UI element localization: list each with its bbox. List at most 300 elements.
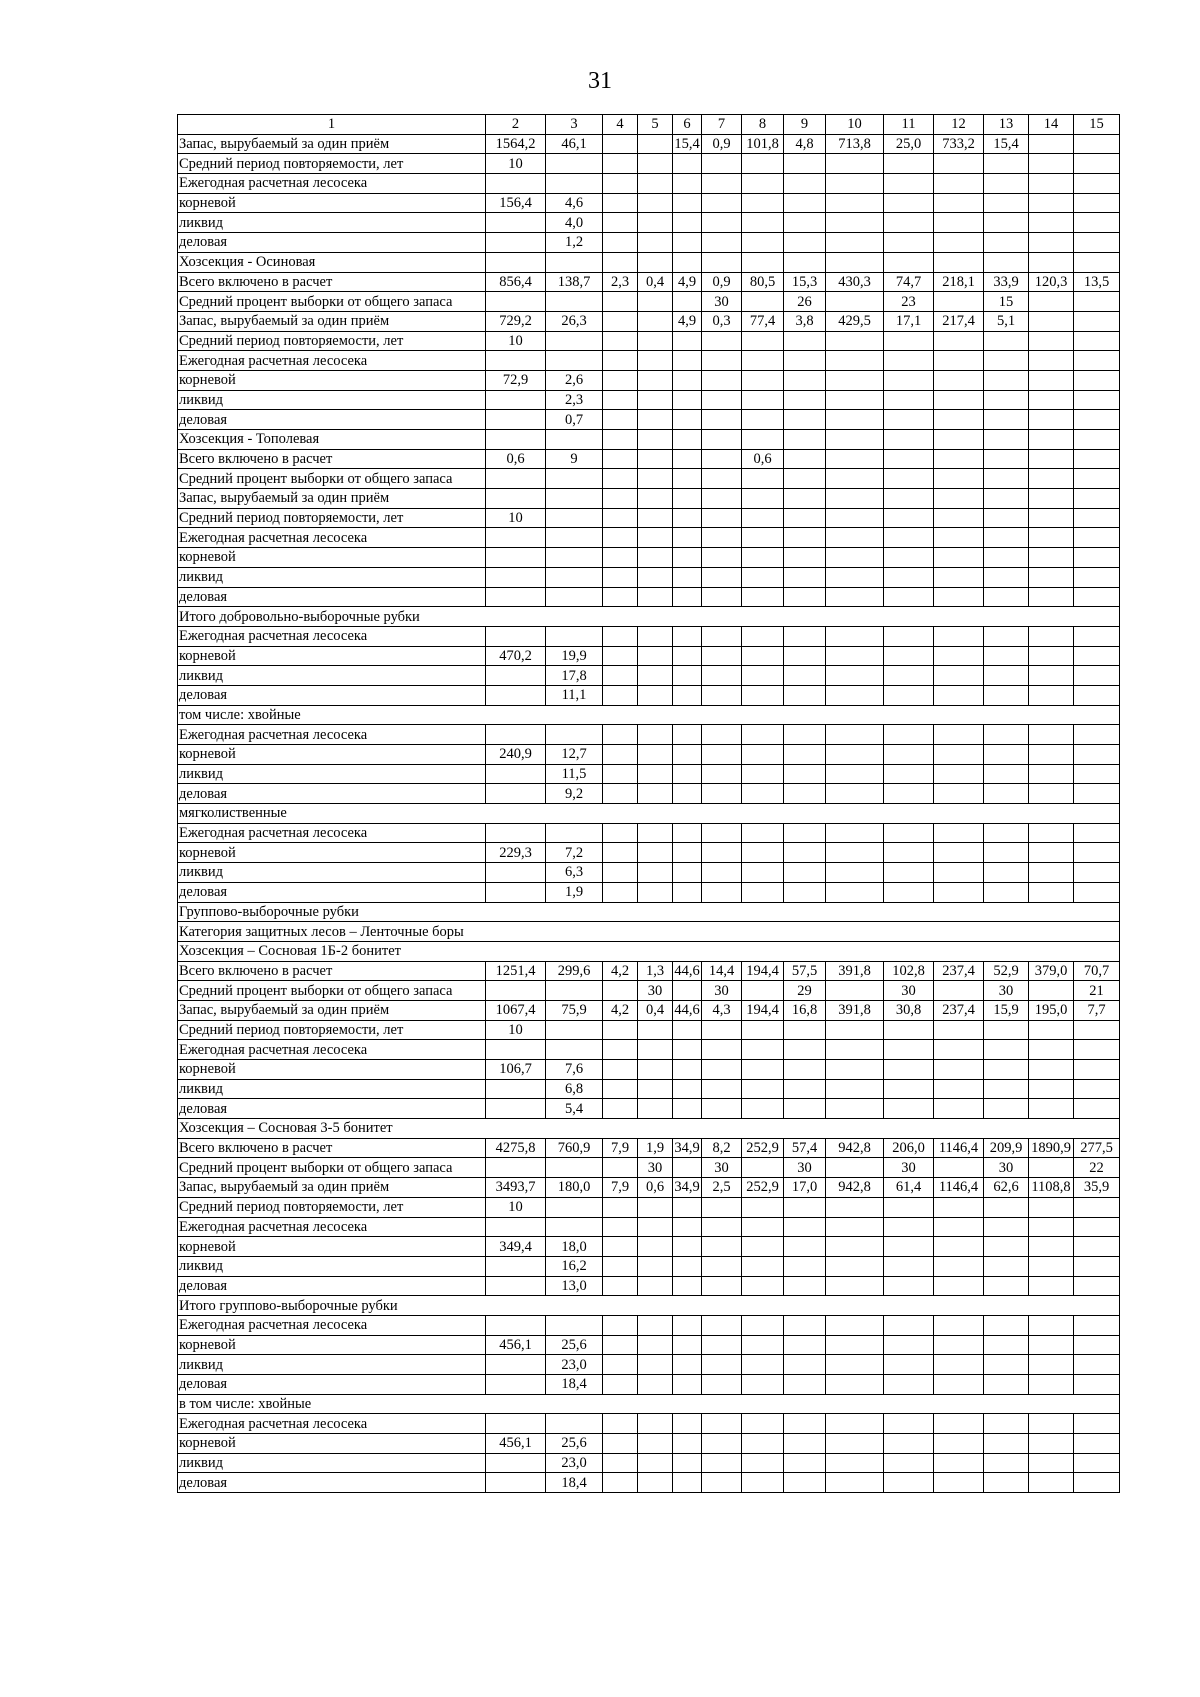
table-cell [1074,213,1120,233]
table-cell [603,134,638,154]
table-cell [1074,863,1120,883]
table-cell: 733,2 [934,134,984,154]
table-cell [1074,548,1120,568]
table-cell [934,213,984,233]
table-cell [742,252,784,272]
table-cell [1029,1099,1074,1119]
table-cell: 0,6 [742,449,784,469]
table-cell [603,174,638,194]
column-header: 5 [638,115,673,135]
table-cell [546,528,603,548]
table-cell [638,233,673,253]
table-cell [603,1197,638,1217]
table-cell [1029,1434,1074,1454]
table-cell [638,508,673,528]
table-cell [884,1335,934,1355]
table-row [178,508,1120,528]
row-label: ликвид [178,666,486,686]
table-row [178,134,1120,154]
table-cell [934,1020,984,1040]
table-cell: 29 [784,981,826,1001]
table-row [178,843,1120,863]
row-label: корневой [178,1060,486,1080]
table-cell [784,410,826,430]
table-cell [486,1315,546,1335]
table-cell [546,351,603,371]
table-cell [1074,430,1120,450]
table-cell [673,1355,702,1375]
table-cell [984,626,1029,646]
table-cell [884,1197,934,1217]
table-cell [638,1237,673,1257]
table-cell [934,1237,984,1257]
table-cell [1029,1453,1074,1473]
section-label: мягколиственные [178,804,1120,824]
table-row [178,1453,1120,1473]
table-row [178,193,1120,213]
table-cell [673,1276,702,1296]
table-cell [702,252,742,272]
table-cell [702,370,742,390]
table-cell [934,1079,984,1099]
column-header: 10 [826,115,884,135]
table-cell [546,1315,603,1335]
table-cell [984,469,1029,489]
table-row [178,311,1120,331]
table-cell [702,567,742,587]
table-cell: 1251,4 [486,961,546,981]
table-cell [984,233,1029,253]
table-cell [486,725,546,745]
table-cell: 44,6 [674,1002,700,1019]
table-cell: 229,3 [486,843,546,863]
table-cell [884,430,934,450]
table-cell [984,252,1029,272]
table-cell: 77,4 [742,311,784,331]
table-cell [784,233,826,253]
table-cell [638,685,673,705]
table-cell [546,1197,603,1217]
table-cell [638,1453,673,1473]
table-cell [638,174,673,194]
table-cell [984,154,1029,174]
table-cell [486,823,546,843]
table-cell [826,725,884,745]
section-label: Итого группово-выборочные рубки [178,1296,1120,1316]
column-header: 9 [784,115,826,135]
table-row [178,213,1120,233]
table-cell [702,508,742,528]
table-cell [673,567,702,587]
column-header: 3 [546,115,603,135]
row-label: Ежегодная расчетная лесосека [178,528,486,548]
table-cell: 46,1 [546,134,603,154]
table-cell [702,331,742,351]
table-cell [1074,1375,1120,1395]
row-label: деловая [178,1473,486,1493]
table-cell [486,351,546,371]
table-cell [1074,1473,1120,1493]
table-cell [884,1473,934,1493]
table-cell: 23 [884,292,934,312]
table-cell [884,626,934,646]
table-cell: 0,6 [486,449,546,469]
table-cell: 10 [486,1197,546,1217]
table-cell [984,745,1029,765]
table-cell [486,666,546,686]
table-cell [884,1276,934,1296]
table-cell [638,1256,673,1276]
table-cell [884,528,934,548]
row-label: корневой [178,193,486,213]
table-cell [1074,1315,1120,1335]
table-cell: 349,4 [486,1237,546,1257]
table-cell [884,784,934,804]
table-cell [638,666,673,686]
table-cell [1074,233,1120,253]
table-cell [826,252,884,272]
table-cell: 429,5 [826,311,884,331]
table-cell [1074,725,1120,745]
table-cell: 760,9 [546,1138,603,1158]
table-cell [1029,764,1074,784]
table-cell [984,1335,1029,1355]
table-cell [784,351,826,371]
table-cell [742,587,784,607]
table-row [178,1355,1120,1375]
table-cell [702,882,742,902]
table-cell [1074,252,1120,272]
table-cell [603,292,638,312]
table-cell [1029,626,1074,646]
table-cell [702,1453,742,1473]
table-cell [742,1276,784,1296]
table-cell [934,567,984,587]
table-cell [1074,508,1120,528]
table-cell [934,1197,984,1217]
table-cell [603,311,638,331]
table-cell: 237,4 [934,961,984,981]
table-cell [603,1315,638,1335]
table-cell [1074,390,1120,410]
table-cell [603,370,638,390]
table-cell [638,1434,673,1454]
table-cell [884,331,934,351]
table-cell [826,666,884,686]
table-cell [784,882,826,902]
row-label: Запас, вырубаемый за один приём [178,1178,486,1198]
table-cell [984,1237,1029,1257]
table-cell [1029,1473,1074,1493]
table-cell [486,390,546,410]
table-cell [1029,1276,1074,1296]
table-cell [673,390,702,410]
row-label: деловая [178,882,486,902]
table-cell [603,351,638,371]
table-cell [934,843,984,863]
table-cell: 61,4 [884,1178,934,1198]
table-cell [1074,1355,1120,1375]
row-label: Ежегодная расчетная лесосека [178,1217,486,1237]
table-cell [702,410,742,430]
table-row [178,1060,1120,1080]
table-cell [884,646,934,666]
table-cell [934,233,984,253]
table-cell [603,1335,638,1355]
table-cell [984,1315,1029,1335]
table-cell [826,1276,884,1296]
table-cell [603,469,638,489]
table-cell [486,410,546,430]
table-cell [884,1020,934,1040]
table-cell [742,1158,784,1178]
row-label: Запас, вырубаемый за один приём [178,134,486,154]
table-cell [984,863,1029,883]
table-cell [673,626,702,646]
table-cell [673,1237,702,1257]
table-cell: 19,9 [546,646,603,666]
table-row [178,961,1120,981]
table-cell [702,725,742,745]
table-cell [934,508,984,528]
table-cell [826,784,884,804]
table-cell [638,489,673,509]
table-cell [1074,1256,1120,1276]
table-cell [742,469,784,489]
table-cell [702,745,742,765]
table-cell [638,351,673,371]
table-cell [884,587,934,607]
table-cell [638,311,673,331]
table-cell [603,1453,638,1473]
table-cell [784,1060,826,1080]
table-cell: 70,7 [1074,961,1120,981]
table-cell [934,1335,984,1355]
table-cell [984,567,1029,587]
table-cell [784,154,826,174]
row-label: ликвид [178,567,486,587]
row-label: Ежегодная расчетная лесосека [178,823,486,843]
table-cell: 3493,7 [486,1178,546,1198]
row-label: ликвид [178,213,486,233]
table-cell: 72,9 [486,370,546,390]
table-cell [884,1040,934,1060]
table-cell [826,1375,884,1395]
table-cell [702,1414,742,1434]
table-cell [1029,1237,1074,1257]
table-cell [673,1197,702,1217]
table-cell [784,784,826,804]
row-label: деловая [178,410,486,430]
table-cell [884,508,934,528]
table-row [178,449,1120,469]
table-cell [742,430,784,450]
table-cell [826,1473,884,1493]
table-cell [884,685,934,705]
table-cell [638,390,673,410]
table-cell [638,646,673,666]
table-cell [1029,430,1074,450]
table-cell [546,430,603,450]
table-cell: 299,6 [546,961,603,981]
table-cell [486,1158,546,1178]
table-cell [884,823,934,843]
table-cell [784,469,826,489]
table-cell [702,764,742,784]
table-cell [934,410,984,430]
row-label: деловая [178,1276,486,1296]
table-cell: 35,9 [1074,1178,1120,1198]
table-cell [702,666,742,686]
section-label: Хозсекция – Сосновая 1Б-2 бонитет [178,941,1120,961]
table-cell [742,508,784,528]
table-cell: 22 [1074,1158,1120,1178]
table-cell [742,351,784,371]
table-cell: 4,0 [546,213,603,233]
table-row [178,823,1120,843]
column-header: 6 [673,115,702,135]
table-cell [1074,311,1120,331]
table-cell [702,1197,742,1217]
table-cell [603,784,638,804]
section-row [178,1296,1120,1316]
table-cell [603,843,638,863]
table-cell [884,1060,934,1080]
table-cell [1074,1434,1120,1454]
table-cell: 6,8 [546,1079,603,1099]
table-cell [826,331,884,351]
table-cell [826,449,884,469]
table-cell [673,882,702,902]
row-label: Всего включено в расчет [178,272,486,292]
table-cell [784,1040,826,1060]
table-cell: 74,7 [884,272,934,292]
table-cell [486,548,546,568]
table-row [178,252,1120,272]
table-cell [742,1256,784,1276]
section-row [178,902,1120,922]
table-cell [546,331,603,351]
table-cell [486,1256,546,1276]
table-cell: 1146,4 [934,1178,984,1198]
table-cell: 9 [546,449,603,469]
table-cell [984,351,1029,371]
table-cell: 156,4 [486,193,546,213]
table-cell [884,154,934,174]
table-row [178,1473,1120,1493]
table-cell [673,587,702,607]
table-cell: 11,5 [546,764,603,784]
table-cell [884,410,934,430]
table-cell [638,1060,673,1080]
table-cell: 30 [984,1158,1029,1178]
table-cell: 391,8 [826,1000,884,1020]
table-cell [486,1040,546,1060]
table-cell [884,174,934,194]
table-cell [673,174,702,194]
table-cell [1074,1335,1120,1355]
table-cell [546,174,603,194]
table-row [178,410,1120,430]
table-cell [486,1079,546,1099]
table-cell [934,725,984,745]
row-label: корневой [178,1434,486,1454]
table-cell [702,193,742,213]
table-cell [603,1060,638,1080]
table-cell [1074,331,1120,351]
table-cell [784,370,826,390]
table-cell [1074,567,1120,587]
table-cell [702,390,742,410]
table-cell [934,292,984,312]
table-cell [1029,685,1074,705]
table-row [178,626,1120,646]
table-cell [546,1217,603,1237]
row-label: Запас, вырубаемый за один приём [178,1000,486,1020]
table-cell [702,843,742,863]
table-cell [702,1020,742,1040]
table-cell: 456,1 [486,1434,546,1454]
table-cell [702,174,742,194]
table-cell [1074,626,1120,646]
table-cell [884,764,934,784]
table-cell [546,823,603,843]
row-label: ликвид [178,1079,486,1099]
table-cell [1029,489,1074,509]
table-cell: 52,9 [984,961,1029,981]
column-header: 11 [884,115,934,135]
table-cell [984,1375,1029,1395]
table-cell [546,252,603,272]
table-cell [603,863,638,883]
table-cell [673,1375,702,1395]
table-cell [1029,1355,1074,1375]
table-cell [1074,685,1120,705]
table-cell [1029,174,1074,194]
table-cell: 4,8 [784,134,826,154]
table-cell: 713,8 [826,134,884,154]
table-cell [1029,784,1074,804]
table-cell [603,1020,638,1040]
table-cell [826,469,884,489]
table-cell [934,370,984,390]
table-row [178,1079,1120,1099]
table-cell [984,1434,1029,1454]
table-cell [784,331,826,351]
table-cell [546,626,603,646]
table-cell: 1,3 [638,961,673,981]
table-cell [934,784,984,804]
table-cell [1074,1060,1120,1080]
column-header: 4 [603,115,638,135]
table-row [178,1099,1120,1119]
table-cell: 15 [984,292,1029,312]
table-cell [638,626,673,646]
table-cell [984,508,1029,528]
table-cell [826,1434,884,1454]
table-cell [784,528,826,548]
table-cell [702,587,742,607]
row-label: корневой [178,843,486,863]
table-cell [673,764,702,784]
table-cell [673,1158,702,1178]
table-cell: 12,7 [546,745,603,765]
table-cell [1074,154,1120,174]
table-cell: 17,8 [546,666,603,686]
table-cell [742,1473,784,1493]
table-cell [1074,1453,1120,1473]
table-cell [1029,843,1074,863]
